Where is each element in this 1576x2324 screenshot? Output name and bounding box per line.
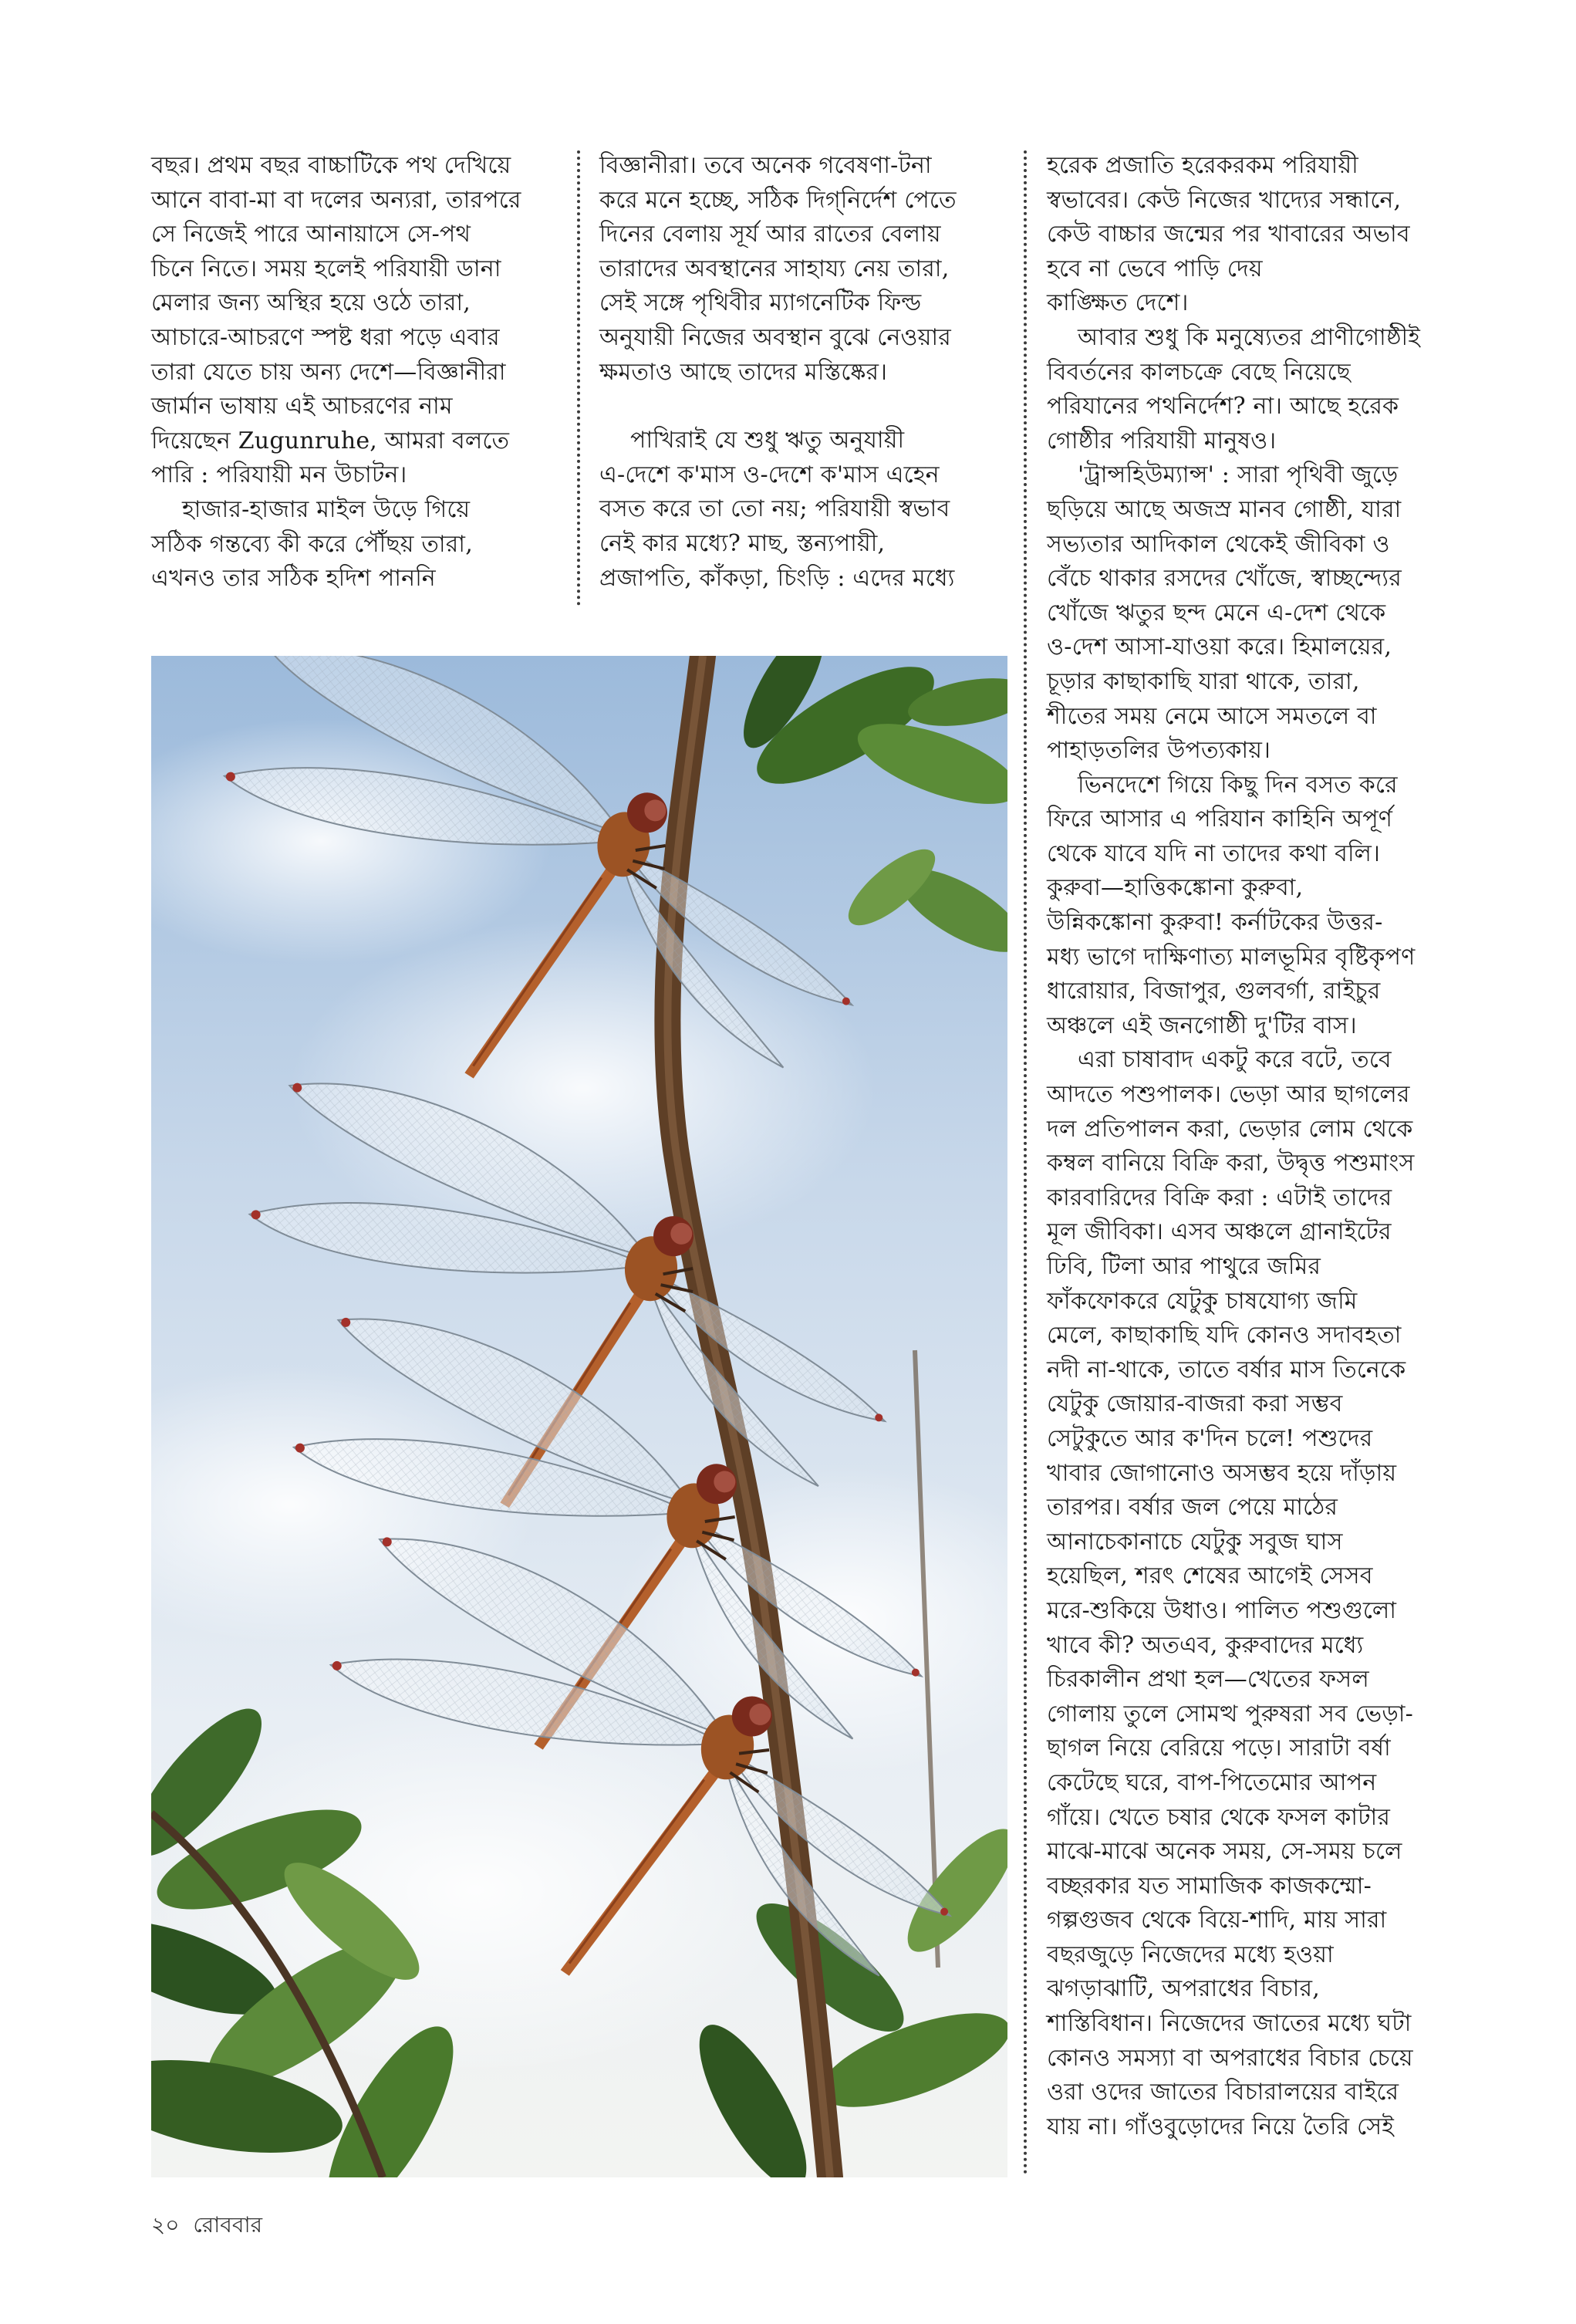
text-line: দিনের বেলায় সূর্য আর রাতের বেলায় [599,221,941,248]
text-line: পাহাড়তলির উপত্যকায়। [1047,737,1271,765]
text-line: গাঁয়ে। খেতে চষার থেকে ফসল কাটার [1047,1803,1391,1831]
text-line: গোলায় তুলে সোমত্থ পুরুষরা সব ভেড়া- [1047,1700,1414,1728]
photo-illustration [151,656,1007,2177]
text-line: শীতের সময় নেমে আসে সমতলে বা [1047,702,1377,730]
text-line: সেই সঙ্গে পৃথিবীর ম্যাগনেটিক ফিল্ড [599,289,922,317]
text-line: ভিনদেশে গিয়ে কিছু দিন বসত করে [1078,771,1398,799]
dotted-column-divider [1024,150,1027,2176]
text-line: ঢিবি, টিলা আর পাথুরে জমির [1047,1253,1321,1280]
text-line: ফিরে আসার এ পরিযান কাহিনি অপূর্ণ [1047,806,1393,833]
text-line: জার্মান ভাষায় এই আচরণের নাম [151,393,453,421]
text-line: দিয়েছেন Zugunruhe, আমরা বলতে [151,427,510,454]
text-line: খাবে কী? অতএব, কুরুবাদের মধ্যে [1047,1631,1364,1659]
text-line: উন্নিকঙ্কোনা কুরুবা! কর্নাটকের উত্তর- [1047,909,1383,937]
text-line: এখনও তার সঠিক হদিশ পাননি [151,565,436,593]
text-line: হাজার-হাজার মাইল উড়ে গিয়ে [182,495,471,523]
text-line: খাবার জোগানোও অসম্ভব হয়ে দাঁড়ায় [1047,1459,1397,1487]
text-line: নেই কার মধ্যে? মাছ, স্তন্যপায়ী, [599,529,886,557]
paragraph-gap [599,390,1001,424]
page-footer [151,2211,262,2239]
text-line: অঞ্চলে এই জনগোষ্ঠী দু'টির বাস। [1047,1012,1357,1039]
text-line: তারপর। বর্ষার জল পেয়ে মাঠের [1047,1494,1338,1522]
text-line: মেলে, কাছাকাছি যদি কোনও সদাবহতা [1047,1322,1402,1349]
text-line: কাঙ্ক্ষিত দেশে। [1047,289,1189,317]
text-line: আনে বাবা-মা বা দলের অন্যরা, তারপরে [151,186,521,214]
text-line: থেকে যাবে যদি না তাদের কথা বলি। [1047,839,1381,867]
text-line: গোষ্ঠীর পরিযায়ী মানুষও। [1047,427,1277,454]
text-line: বছর। প্রথম বছর বাচ্চাটিকে পথ দেখিয়ে [151,152,511,179]
text-line: তারাদের অবস্থানের সাহায্য নেয় তারা, [599,255,950,282]
text-line: বেঁচে থাকার রসদের খোঁজে, স্বাচ্ছন্দ্যের [1047,565,1402,593]
text-line: কোনও সমস্যা বা অপরাধের বিচার চেয়ে [1047,2044,1413,2072]
text-line: সে নিজেই পারে আনায়াসে সে-পথ [151,221,471,248]
text-line: মধ্য ভাগে দাক্ষিণাত্য মালভূমির বৃষ্টিকৃপণ [1047,943,1416,971]
text-line: কারবারিদের বিক্রি করা : এটাই তাদের [1047,1184,1392,1211]
text-line: আচারে-আচরণে স্পষ্ট ধরা পড়ে এবার [151,323,500,351]
article-column-3 [1047,149,1463,2144]
text-line: মূল জীবিকা। এসব অঞ্চলে গ্রানাইটের [1047,1218,1392,1246]
text-line: প্রজাপতি, কাঁকড়া, চিংড়ি : এদের মধ্যে [599,564,955,592]
text-line: আদতে পশুপালক। ভেড়া আর ছাগলের [1047,1081,1410,1109]
dragonfly-photograph [151,656,1007,2177]
text-line: ছড়িয়ে আছে অজস্র মানব গোষ্ঠী, যারা [1047,495,1402,523]
text-line: বিবর্তনের কালচক্রে বেছে নিয়েছে [1047,358,1351,386]
text-line: কুরুবা—হাত্তিকঙ্কোনা কুরুবা, [1047,874,1304,902]
text-line: কম্বল বানিয়ে বিক্রি করা, উদ্বৃত্ত পশুমাংস [1047,1150,1415,1177]
text-line: মাঝে-মাঝে অনেক সময়, সে-সময় চলে [1047,1838,1402,1866]
dotted-column-divider [577,150,580,606]
text-line: অনুযায়ী নিজের অবস্থান বুঝে নেওয়ার [599,323,951,351]
text-line: এ-দেশে ক'মাস ও-দেশে ক'মাস এহেন [599,461,940,488]
text-line: এরা চাষাবাদ একটু করে বটে, তবে [1078,1046,1392,1074]
text-line: চিরকালীন প্রথা হল—খেতের ফসল [1047,1666,1369,1694]
text-line: আবার শুধু কি মনুষ্যেতর প্রাণীগোষ্ঠীই [1078,323,1421,351]
text-line: স্বভাবের। কেউ নিজের খাদ্যের সন্ধানে, [1047,186,1402,214]
text-line: পারি : পরিযায়ী মন উচাটন। [151,461,407,489]
text-line: ঝগড়াঝাটি, অপরাধের বিচার, [1047,1975,1320,2003]
text-line: হবে না ভেবে পাড়ি দেয় [1047,255,1263,282]
article-column-1 [151,149,552,596]
text-line: বসত করে তা তো নয়; পরিযায়ী স্বভাব [599,495,950,523]
text-line: দল প্রতিপালন করা, ভেড়ার লোম থেকে [1047,1115,1413,1143]
text-line: সেটুকুতে আর ক'দিন চলে! পশুদের [1047,1424,1373,1452]
text-line: 'ট্রান্সহিউম্যান্স' : সারা পৃথিবী জুড়ে [1078,461,1399,489]
text-line: কেটেছে ঘরে, বাপ-পিতেমোর আপন [1047,1768,1377,1796]
article-column-2 [599,149,1001,596]
text-line: ধারোয়ার, বিজাপুর, গুলবর্গা, রাইচুর [1047,978,1381,1005]
text-line: বিজ্ঞানীরা। তবে অনেক গবেষণা-টনা [599,152,932,179]
text-line: কেউ বাচ্চার জন্মের পর খাবারের অভাব [1047,221,1410,248]
text-line: ছাগল নিয়ে বেরিয়ে পড়ে। সারাটা বর্ষা [1047,1735,1391,1762]
text-line: পরিযানের পথনির্দেশ? না। আছে হরেক [1047,393,1399,421]
text-line: ক্ষমতাও আছে তাদের মস্তিষ্কের। [599,358,888,386]
text-line: বচ্ছরকার যত সামাজিক কাজকম্মো- [1047,1872,1372,1900]
text-line: নদী না-থাকে, তাতে বর্ষার মাস তিনেকে [1047,1356,1406,1383]
text-line: গল্পগুজব থেকে বিয়ে-শাদি, মায় সারা [1047,1907,1387,1934]
text-line: করে মনে হচ্ছে, সঠিক দিগ্‌নির্দেশ পেতে [599,186,957,214]
text-line: সঠিক গন্তব্যে কী করে পৌঁছয় তারা, [151,530,473,558]
text-line: মরে-শুকিয়ে উধাও। পালিত পশুগুলো [1047,1596,1397,1624]
text-line: খোঁজে ঋতুর ছন্দ মেনে এ-দেশ থেকে [1047,599,1386,627]
text-line: যেটুকু জোয়ার-বাজরা করা সম্ভব [1047,1390,1343,1418]
text-line: ফাঁকফোকরে যেটুকু চাষযোগ্য জমি [1047,1287,1358,1315]
text-line: মেলার জন্য অস্থির হয়ে ওঠে তারা, [151,289,471,317]
text-line: আনাচেকানাচে যেটুকু সবুজ ঘাস [1047,1528,1343,1556]
text-line: যায় না। গাঁওবুড়োদের নিয়ে তৈরি সেই [1047,2113,1395,2140]
text-line: বছরজুড়ে নিজেদের মধ্যে হওয়া [1047,1941,1334,1968]
text-line: ওরা ওদের জাতের বিচারালয়ের বাইরে [1047,2079,1399,2106]
text-line: চূড়ার কাছাকাছি যারা থাকে, তারা, [1047,667,1360,695]
text-line: ও-দেশ আসা-যাওয়া করে। হিমালয়ের, [1047,633,1392,661]
text-line: চিনে নিতে। সময় হলেই পরিযায়ী ডানা [151,255,501,282]
page-number: ২০ [151,2212,180,2238]
text-line: হরেক প্রজাতি হরেকরকম পরিযায়ী [1047,152,1358,179]
text-line: হয়েছিল, শরৎ শেষের আগেই সেসব [1047,1562,1373,1590]
text-line: তারা যেতে চায় অন্য দেশে—বিজ্ঞানীরা [151,358,506,386]
text-line: পাখিরাই যে শুধু ঋতু অনুযায়ী [630,427,905,454]
text-line: সভ্যতার আদিকাল থেকেই জীবিকা ও [1047,530,1390,558]
publication-name: রোববার [193,2212,262,2238]
text-line: শাস্তিবিধান। নিজেদের জাতের মধ্যে ঘটা [1047,2010,1412,2038]
